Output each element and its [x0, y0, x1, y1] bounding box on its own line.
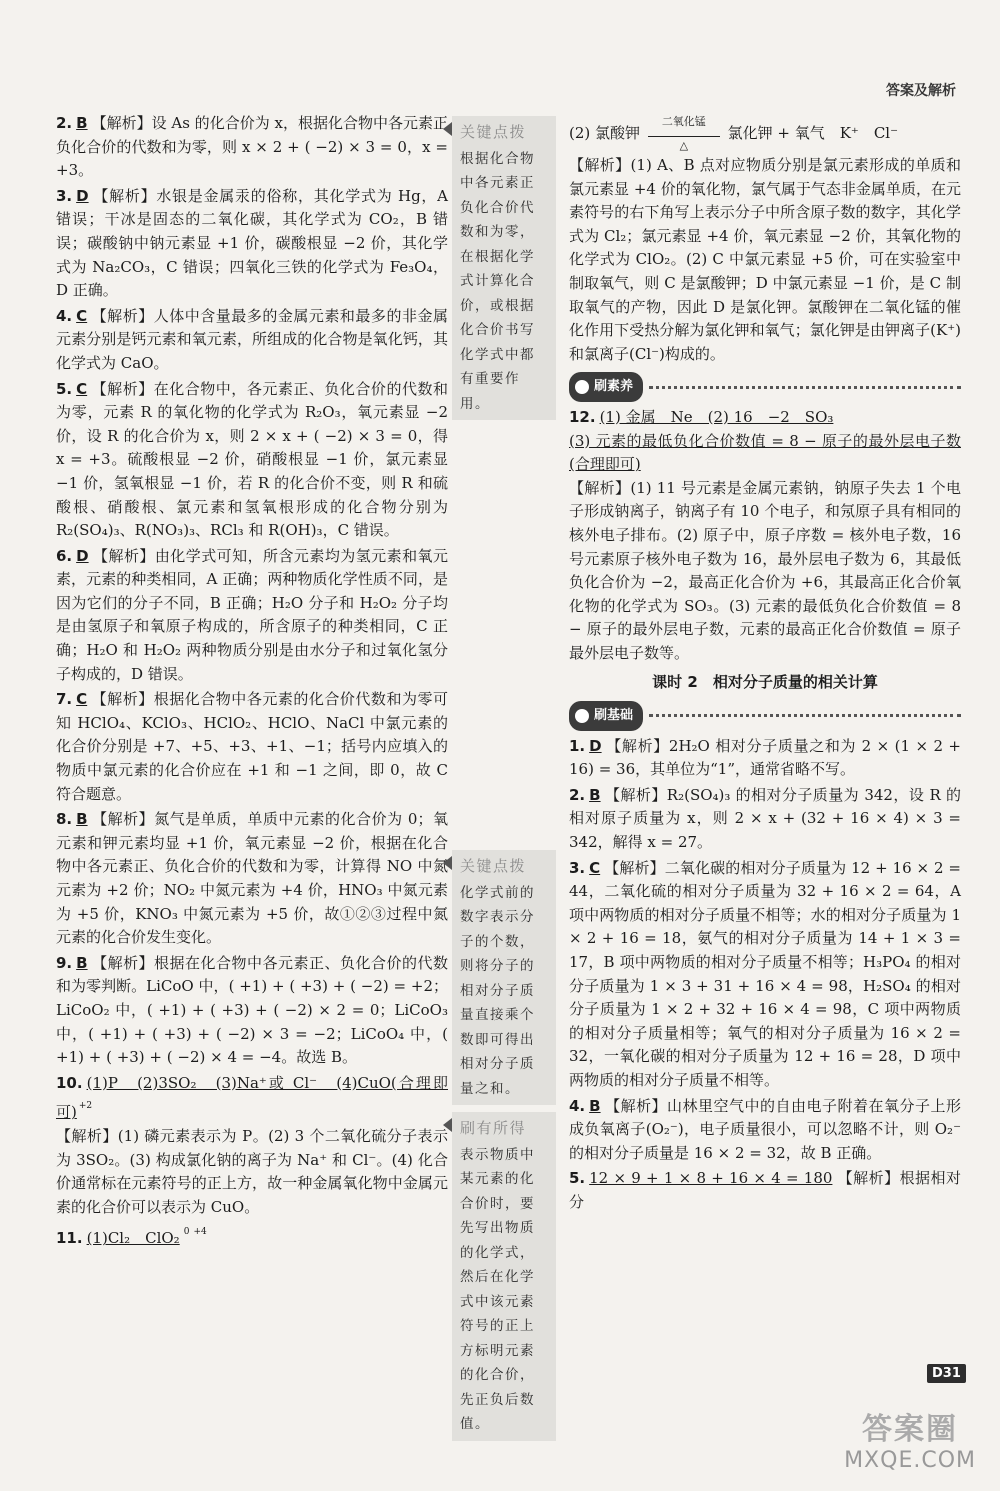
sidebar-text: 化学式前的数字表示分子的个数，则将分子的相对分子质量直接乘个数即可得出相对分子质量之和。 — [460, 884, 535, 1097]
question-11 — [56, 1221, 448, 1251]
explanation-text: 【解析】氮气是单质，单质中元素的化合价为 0；氧元素和钾元素均显 +1 价，氧元素显 −2 价，根据在化合物中各元素正、负化合价的代数和为零，计算得 NO 中氮元素为 +2 价；NO₂ 中氮元素为 +4 价，HNO₃ 中氮元素为 +5 价，KNO₃ 中氮元素为 +5 价，故①②③过程中氮元素的化合价发生变化。 — [56, 810, 448, 947]
question-5: 5. 12 × 9 + 1 × 8 + 16 × 4 = 180 【解析】根据相对分 — [569, 1169, 961, 1211]
equation-line: (2) 氯酸钾 二氧化锰 △ 氯化钾 + 氧气 K⁺ Cl⁻ — [569, 115, 899, 152]
question-number: 11. — [56, 1229, 83, 1248]
watermark — [844, 1404, 976, 1473]
page-header: 答案及解析 — [886, 83, 956, 99]
explanation-text: 【解析】设 As 的化合价为 x，根据化合物中各元素正负化合价的代数和为零，则 x × 2 + ( −2) × 3 = 0，x = +3。 — [56, 114, 448, 180]
answer-letter: D — [76, 186, 89, 205]
sidebar-title: 关键点拨 — [460, 123, 527, 141]
answer-letter: B — [76, 953, 88, 972]
reaction-arrow: 二氧化锰 △ — [648, 116, 720, 152]
basics-answer-0 — [569, 735, 961, 782]
question-number: 4. — [569, 1096, 586, 1115]
basics-answers — [569, 735, 961, 1166]
answer-letter: D — [76, 546, 89, 565]
charge-mark-a: 0 — [183, 1227, 190, 1238]
answer-letter: C — [76, 306, 88, 325]
left-answer-7 — [56, 952, 448, 1070]
answer-letter: B — [589, 1096, 601, 1115]
explanation-text: 【解析】由化学式可知，所含元素均为氢元素和氧元素，元素的种类相同，A 正确；两种物质化学性质不同，是因为它们的分子不同，B 正确；H₂O 分子和 H₂O₂ 分子均是由氢原子和氧原子构成的，所含原子的种类相同，C 正确；H₂O 和 H₂O₂ 两种物质分别是由水分子和过氧化氢分子构成的，D 错误。 — [56, 546, 448, 683]
sidebar-title: 刷有所得 — [460, 1119, 527, 1137]
section-band-basics: 刷基础 — [569, 701, 961, 731]
answer-letter: C — [76, 379, 88, 398]
left-answer-1 — [56, 185, 448, 303]
sidebar-note-3 — [452, 1112, 556, 1441]
watermark-url: MXQE.COM — [844, 1448, 976, 1473]
sidebar-text: 表示物质中某元素的化合价时，要先写出物质的化学式，然后在化学式中该元素符号的正上方标明元素的化合价，先正负后数值。 — [460, 1146, 535, 1432]
answer-letter: D — [589, 736, 602, 755]
question-number: 4. — [56, 306, 73, 325]
basics-answer-3 — [569, 1095, 961, 1166]
question-number: 6. — [56, 546, 73, 565]
left-column — [56, 112, 448, 1253]
page-number: D31 — [927, 1364, 966, 1383]
lesson-title: 课时 2 相对分子质量的相关计算 — [652, 673, 878, 692]
explanation-text: 【解析】二氧化碳的相对分子质量为 12 + 16 × 2 = 44，二氧化硫的相对分子质量为 32 + 16 × 2 = 64，A 项中两物质的相对分子质量不相等；水的相对分子质量为 1 × 2 + 16 = 18，氨气的相对分子质量为 14 + 1 × 3 = 17，B 项中两物质的相对分子质量不相等；H₃PO₄ 的相对分子质量为 1 × 3 + 31 + 16 × 4 = 98，H₂SO₄ 的相对分子质量为 1 × 2 + 32 + 16 × 4 = 98，C 项中两物质的相对分子质量相等；氧气的相对分子质量为 16 × 2 = 32，一氧化碳的相对分子质量为 12 + 16 = 28，D 项中两物质的相对分子质量不相等。 — [569, 858, 961, 1089]
sidebar-text: 根据化合物中各元素正负化合价代数和为零，在根据化学式计算化合价，或根据化合价书写化学式中都有重要作用。 — [460, 150, 535, 412]
question-number: 10. — [56, 1073, 83, 1092]
answer-text: (1)P (2)3SO₂ (3)Na⁺或 Cl⁻ (4)CuO(合理即可) — [56, 1073, 448, 1122]
question-number: 1. — [569, 736, 586, 755]
left-answer-2 — [56, 305, 448, 376]
question-number: 2. — [56, 114, 73, 132]
answer-letter: C — [76, 690, 88, 709]
brush-icon — [575, 709, 589, 723]
basics-answer-2 — [569, 857, 961, 1093]
question-number: 8. — [56, 810, 73, 829]
sidebar-title: 关键点拨 — [460, 857, 527, 875]
explanation-text: 【解析】在化合物中，各元素正、负化合价的代数和为零，元素 R 的氧化物的化学式为 R₂O₃，氧元素显 −2 价，设 R 的化合价为 x，则 2 × x + ( −2) × 3 = 0，得 x = +3。硫酸根显 −2 价，硝酸根显 −1 价，氯元素显 −1 价，氢氧根显 −1 价，若 R 的化合价不变，则 R 和硫酸根、硝酸根、氯元素和氢氧根形成的化合物分别为 R₂(SO₄)₃、R(NO₃)₃、RCl₃ 和 R(OH)₃，C 错误。 — [56, 379, 448, 540]
brush-icon — [575, 380, 589, 394]
question-10 — [56, 1072, 448, 1220]
explanation-text: 【解析】根据化合物中各元素的化合价代数和为零可知 HClO₄、KClO₃、HClO₂、HClO、NaCl 中氯元素的化合价分别是 +7、+5、+3、+1、−1；括号内应填入的物质中氯元素的化合价应在 +1 和 −1 之间，即 0，故 C 符合题意。 — [56, 690, 448, 803]
question-number: 2. — [569, 785, 586, 804]
answer-letter: B — [76, 810, 88, 829]
question-number: 5. — [56, 379, 73, 398]
explanation-text: 【解析】(1) 磷元素表示为 P。(2) 3 个二氧化硫分子表示为 3SO₂。(3) 构成氯化钠的离子为 Na⁺ 和 Cl⁻。(4) 化合价通常标在元素符号的正上方，故一种金属氧化物中金属元素的化合价可以表示为 CuO。 — [56, 1126, 448, 1216]
question-12: 12. (1) 金属 Ne (2) 16 −2 SO₃ (3) 元素的最低负化合价数值 = 8 − 原子的最外层电子数(合理即可) 【解析】(1) 11 号元素是金属元素钠，钠原子失去 1 个电子形成钠离子，钠离子有 10 个电子，和氖原子具有相同的核外电子排布。(2) 原子中，原子序数 = 核外电子数，16 号元素原子核外电子数为 16，最外层电子数为 6，其最低负化合价为 −2，最高正化合价为 +6，其最高正化合价氧化物的化学式为 SO₃。(3) 元素的最低负化合价数值 = 8 − 原子的最外层电子数，元素的最高正化合价数值 = 原子最外层电子数等。 — [569, 407, 961, 662]
charge-mark: +2 — [78, 1101, 93, 1112]
left-answer-3 — [56, 378, 448, 543]
basics-answer-1 — [569, 784, 961, 855]
question-number: 7. — [56, 690, 73, 709]
charge-mark-b: +4 — [193, 1227, 207, 1238]
explanation-text: 【解析】人体中含量最多的金属元素和最多的非金属元素分别是钙元素和氧元素，所组成的化合物是氧化钙，其化学式为 CaO。 — [56, 306, 448, 372]
explanation-text: 【解析】2H₂O 相对分子质量之和为 2 × (1 × 2 + 16) = 36，其单位为“1”，通常省略不写。 — [569, 736, 961, 779]
right-column — [569, 116, 961, 1217]
sidebar-note-2 — [452, 850, 556, 1105]
left-answer-5 — [56, 688, 448, 806]
section-band-literacy: 刷素养 — [569, 372, 961, 402]
answer-explanation: 【解析】(1) A、B 点对应物质分别是氯元素形成的单质和氯元素显 +4 价的氧化物，氯气属于气态非金属单质，在元素符号的右下角写上表示分子中所含原子数的数字，其化学式为 Cl₂；氯元素显 +4 价，氧元素显 −2 价，其氧化物的化学式为 ClO₂。(2) C 中氯元素显 +5 价，可在实验室中制取氧气，则 C 是氯酸钾；D 中氯元素显 −1 价，是 C 制取氧气的产物，因此 D 是氯化钾。氯酸钾在二氧化锰的催化作用下受热分解为氯化钾和氧气；氯化钾是由钾离子(K⁺)和氯离子(Cl⁻)构成的。 — [569, 156, 961, 363]
left-answer-4 — [56, 545, 448, 687]
question-number: 3. — [56, 186, 73, 205]
answer-letter: B — [589, 785, 601, 804]
question-number: 3. — [569, 858, 586, 877]
answer-letter: B — [76, 114, 88, 132]
answer-letter: C — [589, 858, 601, 877]
question-number: 9. — [56, 953, 73, 972]
left-answer-6 — [56, 808, 448, 950]
explanation-text: 【解析】根据在化合物中各元素正、负化合价的代数和为零判断。LiCoO 中，( +1) + ( +3) + ( −2) = +2；LiCoO₂ 中，( +1) + ( +3) + ( −2) × 2 = 0；LiCoO₃ 中，( +1) + ( +3) + ( −2) × 3 = −2；LiCoO₄ 中，( +1) + ( +3) + ( −2) × 4 = −4。故选 B。 — [56, 953, 448, 1067]
explanation-text: 【解析】水银是金属汞的俗称，其化学式为 Hg，A 错误；干冰是固态的二氧化碳，其化学式为 CO₂，B 错误；碳酸钠中钠元素显 +1 价，碳酸根显 −2 价，其化学式为 Na₂CO₃，C 错误；四氧化三铁的化学式为 Fe₃O₄，D 正确。 — [56, 186, 448, 300]
explanation-text: 【解析】山林里空气中的自由电子附着在氧分子上形成负氧离子(O₂⁻)，电子质量很小，可以忽略不计，则 O₂⁻ 的相对分子质量是 16 × 2 = 32，故 B 正确。 — [569, 1096, 961, 1162]
explanation-text: 【解析】R₂(SO₄)₃ 的相对分子质量为 342，设 R 的相对原子质量为 x，则 2 × x + (32 + 16 × 4) × 3 = 342，解得 x = 27。 — [569, 785, 961, 852]
watermark-logo: 答案圈 — [862, 1412, 959, 1447]
answer-text: (1)Cl₂ ClO₂ — [86, 1229, 180, 1248]
sidebar-note-1 — [452, 116, 556, 420]
left-answer-0 — [56, 112, 448, 183]
